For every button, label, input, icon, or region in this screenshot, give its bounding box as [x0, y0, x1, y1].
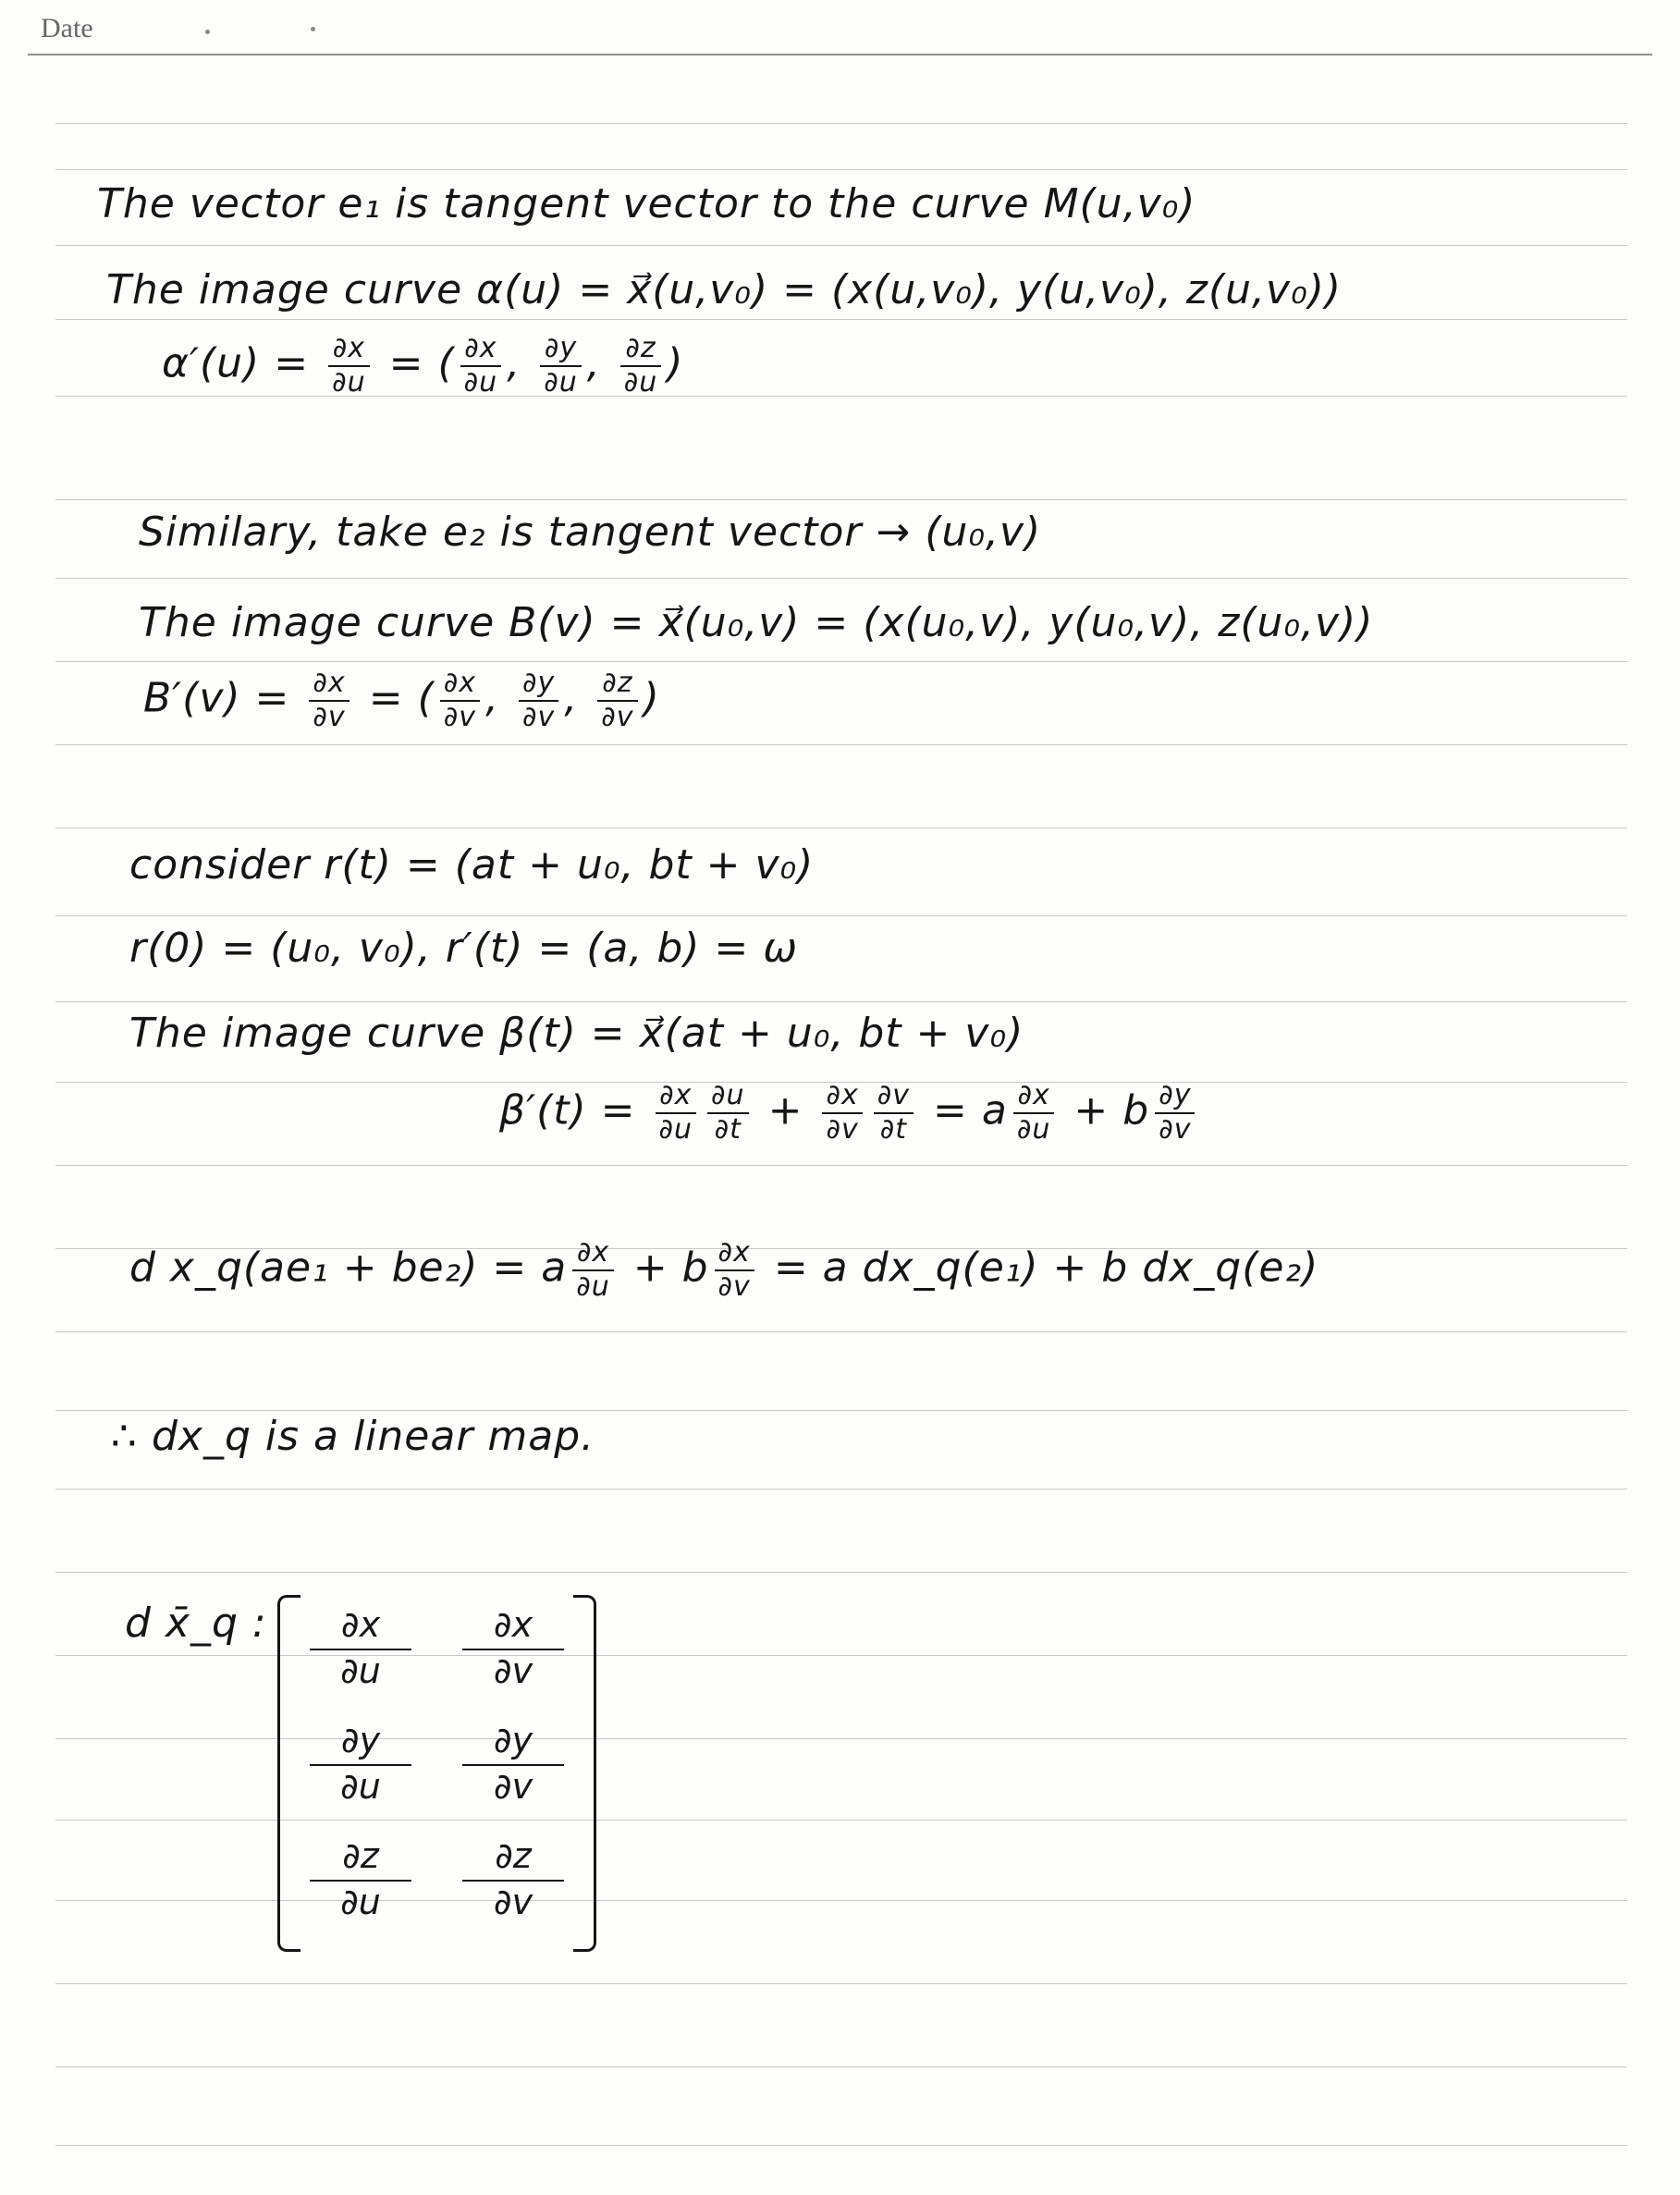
fraction: $\frac{\partial x}{\partial v}$	[715, 1237, 754, 1303]
fraction: $\frac{\partial x}{\partial v}$	[822, 1080, 862, 1146]
jacobian-matrix	[277, 1595, 596, 1946]
handwritten-line-1: The vector e₁ is tangent vector to the curve M(u,v₀)	[97, 180, 1196, 227]
handwritten-line-8: r(0) = (u₀, v₀), r′(t) = (a, b) = ω	[129, 925, 799, 972]
matrix-cell: $\frac{\partial z}{\partial u}$	[310, 1835, 411, 1923]
handwritten-line-2: The image curve α(u) = x⃗(u,v₀) = (x(u,v₀), y(u,v₀), z(u,v₀))	[106, 266, 1343, 313]
ruled-line	[55, 578, 1627, 579]
beta-prime-label: β′(t) =	[499, 1086, 636, 1134]
ruled-line	[55, 123, 1627, 124]
header-dot	[311, 27, 315, 31]
matrix-cell: $\frac{\partial z}{\partial v}$	[462, 1835, 564, 1923]
b-prime-label: B′(v) =	[143, 674, 290, 722]
handwritten-line-4: Similary, take e₂ is tangent vector → (u₀,v)	[139, 509, 1042, 556]
dxq-linear-equation: d x_q(ae₁ + be₂) = a $\frac{\partial x}{\partial u}$ + b $\frac{\partial x}{\partial v}$ = a dx_q(e₁) + b dx_q(e₂)	[129, 1236, 1319, 1303]
matrix-cell: $\frac{\partial x}{\partial v}$	[462, 1604, 564, 1692]
matrix-cell: $\frac{\partial y}{\partial u}$	[310, 1720, 411, 1808]
ruled-line	[55, 661, 1627, 662]
fraction: $\frac{\partial x}{\partial u}$	[328, 333, 370, 399]
ruled-line	[55, 1410, 1627, 1411]
ruled-line	[55, 1572, 1627, 1573]
fraction: $\frac{\partial x}{\partial u}$	[572, 1237, 614, 1303]
ruled-line	[55, 1001, 1627, 1002]
ruled-line	[55, 245, 1627, 246]
dxq-matrix-label: d x̄_q :	[125, 1600, 267, 1647]
fraction: $\frac{\partial z}{\partial u}$	[620, 333, 662, 399]
fraction: $\frac{\partial x}{\partial v}$	[309, 668, 349, 733]
ruled-line	[55, 2066, 1627, 2067]
fraction: $\frac{\partial x}{\partial u}$	[1013, 1080, 1055, 1146]
ruled-line	[55, 169, 1627, 170]
matrix-cell: $\frac{\partial y}{\partial v}$	[462, 1720, 564, 1808]
fraction: $\frac{\partial v}{\partial t}$	[874, 1080, 914, 1146]
beta-prime-equation: β′(t) = $\frac{\partial x}{\partial u}$ $\frac{\partial u}{\partial t}$ + $\frac{\partial x}{\partial v}$ $\frac{\partial v}{\partial t}$ = a $\frac{\partial x}{\partial u}$ + b $\frac{\partial y}{\partial v}$	[499, 1080, 1200, 1146]
fraction: $\frac{\partial y}{\partial v}$	[519, 668, 558, 733]
ruled-line	[55, 744, 1627, 745]
ruled-line	[55, 1983, 1627, 1984]
b-prime-equation: B′(v) = $\frac{\partial x}{\partial v}$ = ( $\frac{\partial x}{\partial v}$ , $\frac{\partial y}{\partial v}$ , $\frac{\partial z}{\partial v}$ )	[143, 667, 660, 733]
matrix-cell: $\frac{\partial x}{\partial u}$	[310, 1604, 411, 1692]
matrix-left-bracket	[277, 1595, 300, 1952]
date-label: Date	[41, 13, 93, 43]
handwritten-line-5: The image curve B(v) = x⃗(u₀,v) = (x(u₀,v), y(u₀,v), z(u₀,v))	[139, 599, 1374, 646]
fraction: $\frac{\partial x}{\partial u}$	[656, 1080, 697, 1146]
fraction: $\frac{\partial z}{\partial v}$	[597, 668, 637, 733]
header-dot	[205, 30, 210, 34]
ruled-line	[55, 499, 1627, 500]
header-rule	[28, 54, 1652, 55]
fraction: $\frac{\partial y}{\partial u}$	[540, 333, 582, 399]
matrix-right-bracket	[573, 1595, 596, 1952]
dxq-label: d x_q(ae₁ + be₂) =	[129, 1244, 528, 1292]
handwritten-line-12: ∴ dx_q is a linear map.	[111, 1413, 595, 1460]
fraction: $\frac{\partial x}{\partial v}$	[440, 668, 480, 733]
ruled-line	[55, 915, 1627, 916]
alpha-prime-label: α′(u) =	[162, 339, 310, 387]
fraction: $\frac{\partial y}{\partial v}$	[1155, 1080, 1195, 1146]
ruled-line	[55, 1489, 1627, 1490]
handwritten-line-7: consider r(t) = (at + u₀, bt + v₀)	[129, 841, 815, 889]
ruled-line	[55, 2145, 1627, 2146]
ruled-line	[55, 1165, 1627, 1166]
alpha-prime-equation: α′(u) = $\frac{\partial x}{\partial u}$ = ( $\frac{\partial x}{\partial u}$ , $\frac{\partial y}{\partial u}$ , $\frac{\partial z}{\partial u}$ )	[162, 332, 684, 399]
fraction: $\frac{\partial x}{\partial u}$	[460, 333, 502, 399]
fraction: $\frac{\partial u}{\partial t}$	[707, 1080, 749, 1146]
handwritten-line-9: The image curve β(t) = x⃗(at + u₀, bt + v₀)	[129, 1010, 1024, 1057]
ruled-line	[55, 1331, 1627, 1332]
ruled-line	[55, 319, 1627, 320]
